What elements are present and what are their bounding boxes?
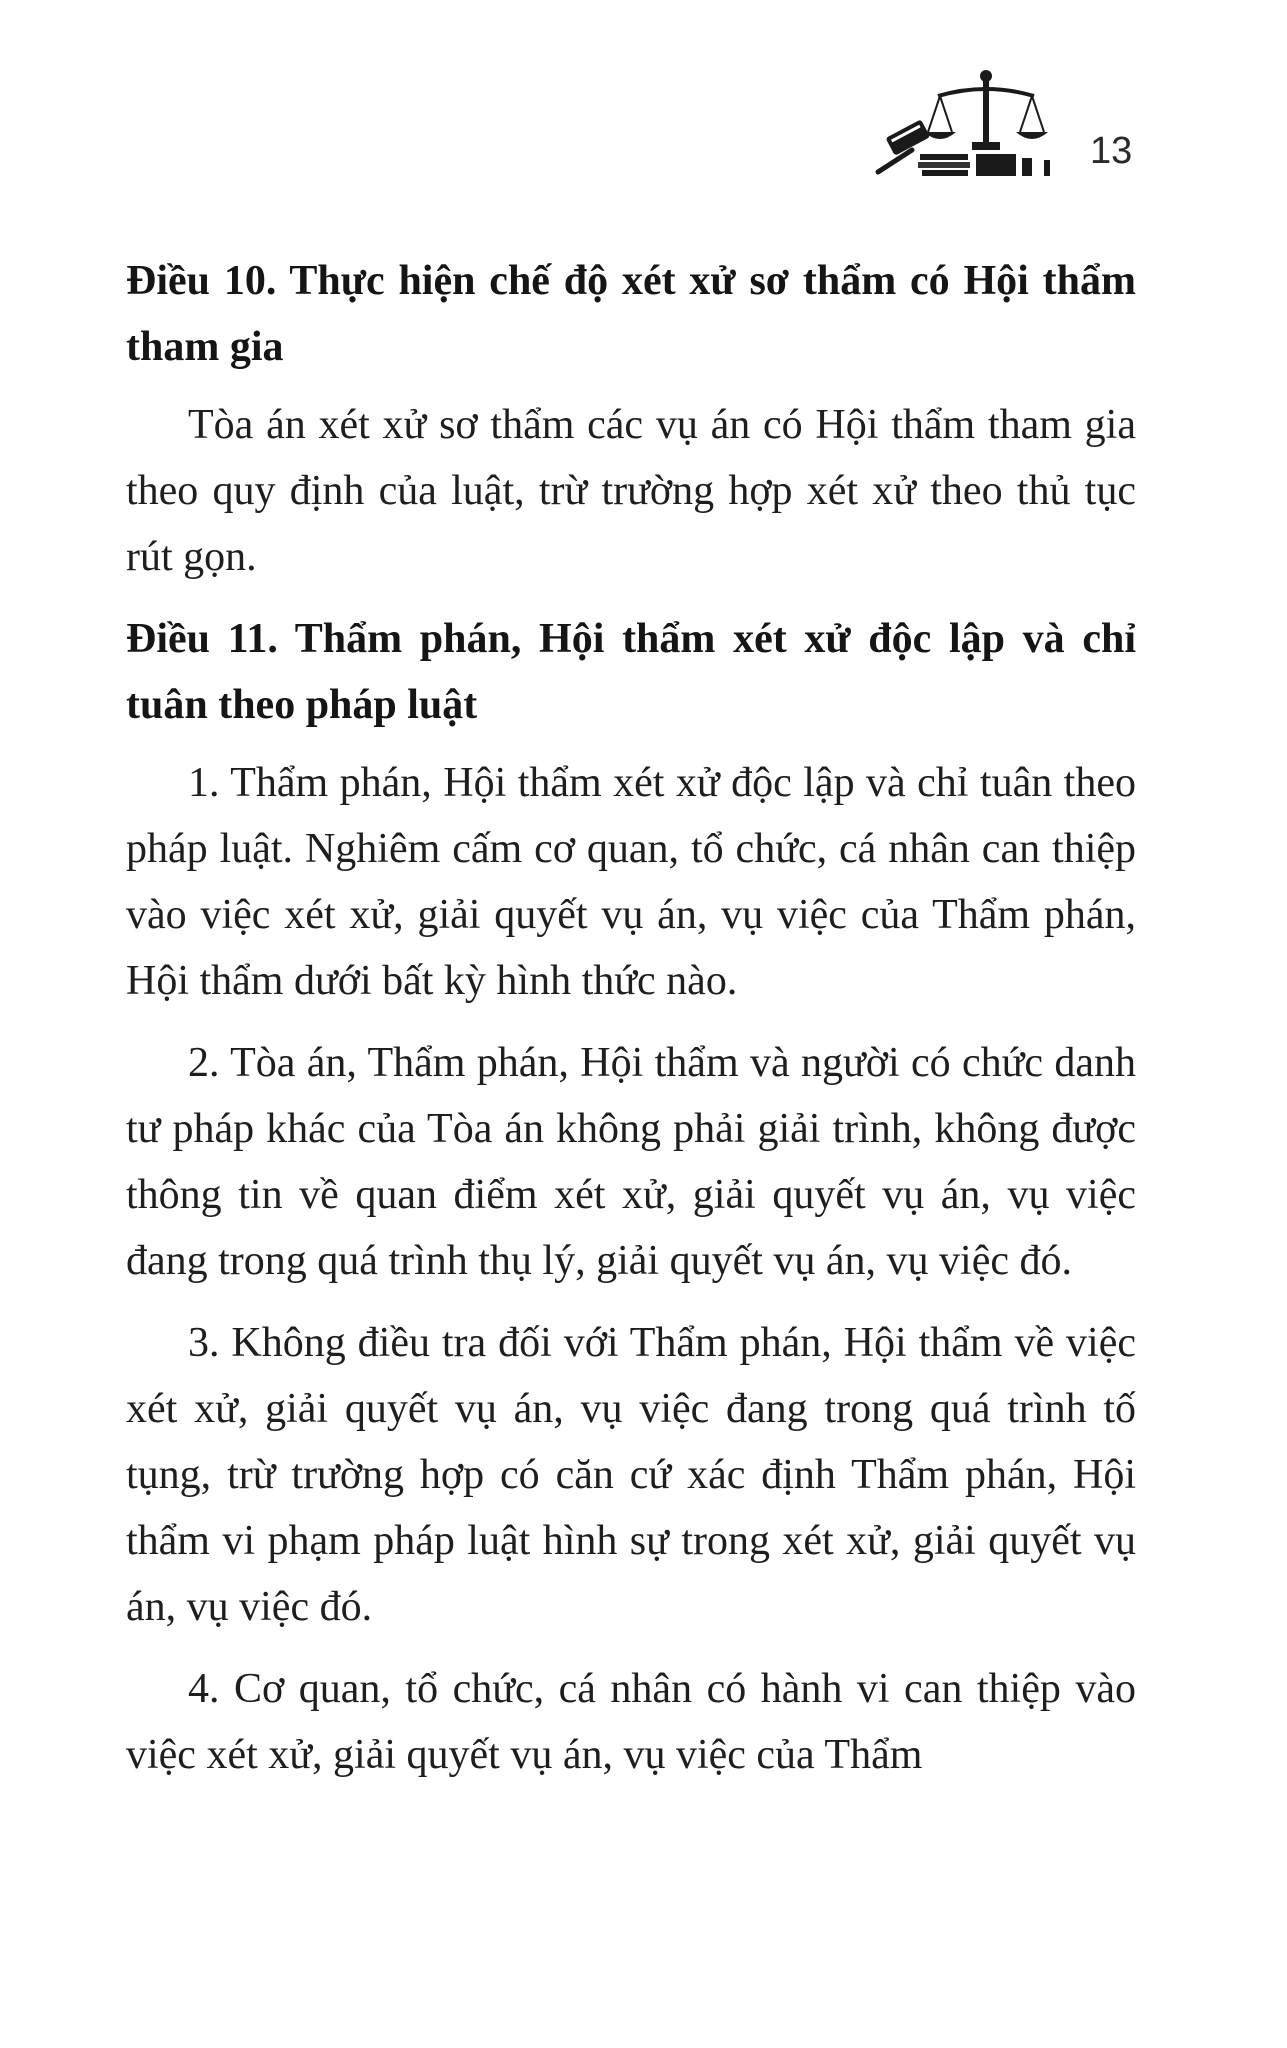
article-paragraph: 4. Cơ quan, tổ chức, cá nhân có hành vi can thiệp vào việc xét xử, giải quyết vụ án, vụ việc của Thẩm <box>126 1666 1136 1778</box>
article-title: Điều 10. Thực hiện chế độ xét xử sơ thẩm có Hội thẩm tham gia <box>126 258 1136 370</box>
page-header <box>868 62 1148 182</box>
document-body <box>126 248 1136 1804</box>
article-paragraph: 2. Tòa án, Thẩm phán, Hội thẩm và người có chức danh tư pháp khác của Tòa án không phải giải trình, không được thông tin về quan điểm xét xử, giải quyết vụ án, vụ việc đang trong quá trình thụ lý, giải quyết vụ án, vụ việc đó. <box>126 1040 1136 1284</box>
article-paragraph: Tòa án xét xử sơ thẩm các vụ án có Hội thẩm tham gia theo quy định của luật, trừ trường hợp xét xử theo thủ tục rút gọn. <box>126 402 1136 580</box>
article-paragraph: 1. Thẩm phán, Hội thẩm xét xử độc lập và chỉ tuân theo pháp luật. Nghiêm cấm cơ quan, tổ chức, cá nhân can thiệp vào việc xét xử, giải quyết vụ án, vụ việc của Thẩm phán, Hội thẩm dưới bất kỳ hình thức nào. <box>126 760 1136 1004</box>
page-number: 13 <box>1090 130 1133 172</box>
scales-and-gavel-icon <box>868 62 1058 182</box>
article-paragraph: 3. Không điều tra đối với Thẩm phán, Hội thẩm về việc xét xử, giải quyết vụ án, vụ việc đang trong quá trình tố tụng, trừ trường hợp có căn cứ xác định Thẩm phán, Hội thẩm vi phạm pháp luật hình sự trong xét xử, giải quyết vụ án, vụ việc đó. <box>126 1320 1136 1630</box>
article-title: Điều 11. Thẩm phán, Hội thẩm xét xử độc lập và chỉ tuân theo pháp luật <box>126 616 1136 728</box>
